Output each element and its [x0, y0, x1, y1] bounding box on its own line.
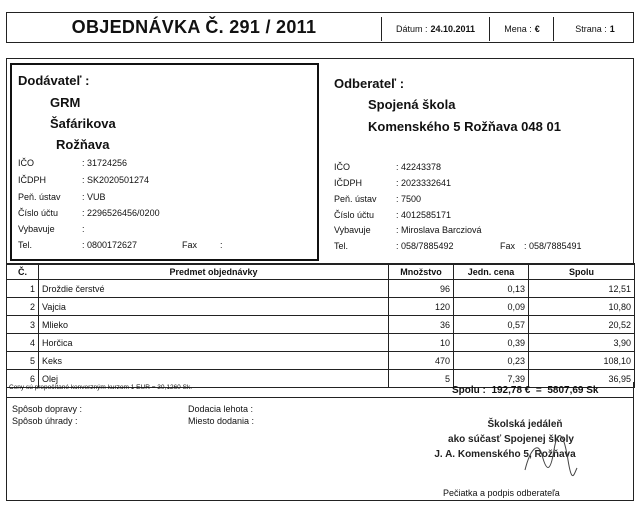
row-item: Keks: [39, 352, 389, 370]
currency-field: [490, 17, 554, 41]
row-no: 6: [7, 370, 39, 388]
row-unit-price: 0,09: [454, 298, 529, 316]
customer-ico-label: IČO: [334, 162, 351, 172]
supplier-icdph-label: IČDPH: [18, 175, 47, 185]
supplier-account-label: Číslo účtu: [18, 208, 59, 218]
row-total: 36,95: [529, 370, 635, 388]
col-header-item: Predmet objednávky: [39, 264, 389, 280]
page-label: Strana :: [575, 24, 607, 34]
row-total: 108,10: [529, 352, 635, 370]
row-item: Vajcia: [39, 298, 389, 316]
customer-tel-value: : 058/7885492: [396, 241, 454, 251]
supplier-contact-label: Vybavuje: [18, 224, 55, 234]
signature-caption: Pečiatka a podpis odberateľa: [443, 488, 560, 498]
table-row: [7, 298, 635, 316]
customer-account-label: Číslo účtu: [334, 210, 375, 220]
customer-tel-label: Tel.: [334, 241, 349, 251]
table-row: [7, 352, 635, 370]
customer-heading: Odberateľ :: [334, 76, 405, 91]
col-header-qty: Množstvo: [389, 264, 454, 280]
supplier-account-value: : 2296526456/0200: [82, 208, 160, 218]
supplier-fax-value: :: [220, 240, 223, 250]
supplier-bank-value: : VUB: [82, 192, 106, 202]
supplier-name-line: Šafárikova: [50, 116, 116, 131]
row-qty: 120: [389, 298, 454, 316]
date-label: Dátum :: [395, 24, 428, 34]
supplier-contact-value: :: [82, 224, 85, 234]
table-row: [7, 316, 635, 334]
customer-ico-value: : 42243378: [396, 162, 442, 172]
row-unit-price: 0,39: [454, 334, 529, 352]
row-no: 5: [7, 352, 39, 370]
page-field: [556, 17, 634, 41]
supplier-fax-label: Fax: [182, 240, 198, 250]
customer-bank-label: Peň. ústav: [334, 194, 377, 204]
table-row: [7, 334, 635, 352]
supplier-ico-value: : 31724256: [82, 158, 128, 168]
supplier-tel-value: : 0800172627: [82, 240, 138, 250]
table-row: [7, 280, 635, 298]
supplier-icdph-value: : SK2020501274: [82, 175, 150, 185]
supplier-bank-label: Peň. ústav: [18, 192, 61, 202]
table-header-row: [7, 264, 635, 280]
row-total: 3,90: [529, 334, 635, 352]
supplier-box: [10, 63, 319, 261]
row-unit-price: 0,57: [454, 316, 529, 334]
row-item: Olej: [39, 370, 389, 388]
col-header-total: Spolu: [529, 264, 635, 280]
row-no: 3: [7, 316, 39, 334]
row-no: 2: [7, 298, 39, 316]
supplier-heading: Dodávateľ :: [18, 73, 90, 88]
row-no: 4: [7, 334, 39, 352]
stamp-line: ako súčasť Spojenej školy: [448, 434, 574, 445]
row-qty: 470: [389, 352, 454, 370]
customer-account-value: : 4012585171: [396, 210, 452, 220]
row-total: 10,80: [529, 298, 635, 316]
stamp-line: J. A. Komenského 5, Rožňava: [434, 449, 576, 460]
conversion-note: Ceny sú prepočítané konverzným kurzom 1 EUR = 30,1260 Sk.: [9, 384, 192, 391]
supplier-tel-label: Tel.: [18, 240, 33, 250]
customer-contact-value: : Miroslava Barcziová: [396, 225, 482, 235]
currency-label: Mena :: [504, 24, 532, 34]
transport-label: Spôsob dopravy :: [12, 404, 83, 414]
date-value: 24.10.2011: [430, 24, 476, 34]
currency-value: €: [534, 24, 540, 34]
signature-scribble: [520, 430, 580, 480]
row-qty: 10: [389, 334, 454, 352]
payment-label: Spôsob úhrady :: [12, 416, 78, 426]
place-label: Miesto dodania :: [188, 416, 255, 426]
row-qty: 5: [389, 370, 454, 388]
customer-icdph-value: : 2023332641: [396, 178, 452, 188]
customer-name-line: Spojená škola: [368, 97, 456, 112]
col-header-unit-price: Jedn. cena: [454, 264, 529, 280]
row-item: Mlieko: [39, 316, 389, 334]
order-title: OBJEDNÁVKA Č. 291 / 2011: [71, 16, 317, 37]
row-qty: 36: [389, 316, 454, 334]
row-unit-price: 0,13: [454, 280, 529, 298]
page-value: 1: [609, 24, 615, 34]
customer-contact-label: Vybavuje: [334, 225, 371, 235]
supplier-name-line: GRM: [50, 95, 81, 110]
row-item: Droždie čerstvé: [39, 280, 389, 298]
customer-fax-value: : 058/7885491: [524, 241, 582, 251]
row-qty: 96: [389, 280, 454, 298]
customer-bank-value: : 7500: [396, 194, 422, 204]
row-total: 12,51: [529, 280, 635, 298]
row-item: Horčica: [39, 334, 389, 352]
delivery-label: Dodacia lehota :: [188, 404, 254, 414]
row-unit-price: 0,23: [454, 352, 529, 370]
customer-name-line: Komenského 5 Rožňava 048 01: [368, 119, 561, 134]
customer-fax-label: Fax: [500, 241, 516, 251]
order-sum: Spolu : 192,78 € = 5807,69 Sk: [452, 385, 599, 396]
items-table: [6, 263, 635, 388]
row-no: 1: [7, 280, 39, 298]
date-field: [381, 17, 490, 41]
col-header-no: Č.: [7, 264, 39, 280]
row-unit-price: 7,39: [454, 370, 529, 388]
row-total: 20,52: [529, 316, 635, 334]
supplier-ico-label: IČO: [18, 158, 35, 168]
stamp-line: Školská jedáleň: [487, 419, 563, 430]
customer-icdph-label: IČDPH: [334, 178, 363, 188]
supplier-name-line: Rožňava: [56, 137, 110, 152]
